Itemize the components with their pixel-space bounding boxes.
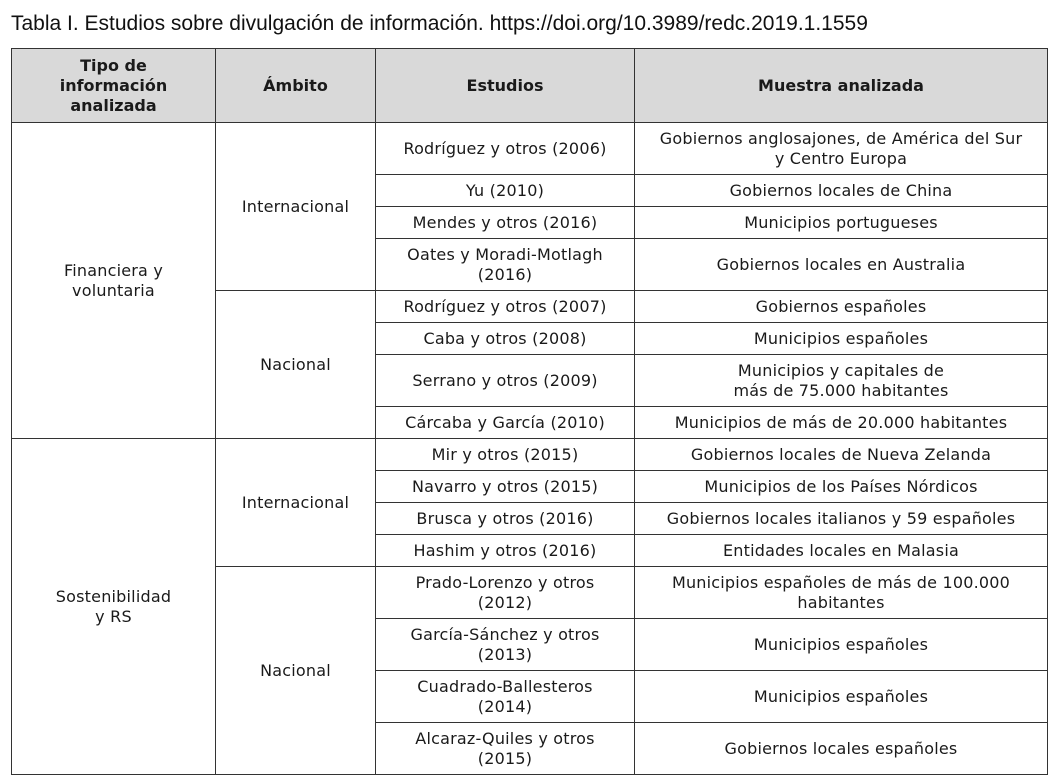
estudio-cell	[376, 207, 635, 239]
header-tipo-line: analizada	[70, 95, 157, 115]
muestra-cell	[635, 175, 1048, 207]
muestra-cell	[635, 291, 1048, 323]
header-tipo-line: información	[59, 75, 168, 95]
tipo-line: Financiera y	[64, 260, 163, 280]
muestra-line: Municipios españoles	[753, 328, 929, 348]
estudio-line: Alcaraz-Quiles y otros	[415, 728, 595, 748]
estudio-cell	[376, 123, 635, 175]
tipo-cell	[12, 439, 216, 775]
muestra-line: Gobiernos locales en Australia	[716, 254, 966, 274]
table-caption: Tabla I. Estudios sobre divulgación de información. https://doi.org/10.3989/redc.2019.1.1559	[11, 12, 868, 35]
tipo-line: Sostenibilidad	[55, 586, 172, 606]
estudio-cell	[376, 239, 635, 291]
estudio-line: Yu (2010)	[465, 180, 545, 200]
muestra-line: Municipios españoles	[753, 634, 929, 654]
muestra-cell	[635, 207, 1048, 239]
estudio-cell	[376, 619, 635, 671]
estudio-cell	[376, 535, 635, 567]
muestra-line: Gobiernos anglosajones, de América del Sur	[659, 128, 1023, 148]
estudio-line: Cárcaba y García (2010)	[405, 412, 605, 432]
estudio-line: (2013)	[477, 644, 533, 664]
muestra-cell	[635, 723, 1048, 775]
muestra-line: y Centro Europa	[774, 148, 908, 168]
estudio-cell	[376, 407, 635, 439]
muestra-line: Municipios de más de 20.000 habitantes	[674, 412, 1008, 432]
estudio-line: Mendes y otros (2016)	[412, 212, 598, 232]
estudio-line: Prado-Lorenzo y otros	[415, 572, 595, 592]
muestra-line: Gobiernos españoles	[755, 296, 927, 316]
estudio-line: Rodríguez y otros (2006)	[403, 138, 607, 158]
muestra-cell	[635, 671, 1048, 723]
header-tipo-line: Tipo de	[80, 55, 147, 75]
muestra-line: Municipios portugueses	[744, 212, 938, 232]
estudio-line: (2014)	[477, 696, 533, 716]
muestra-line: Gobiernos locales españoles	[724, 738, 958, 758]
estudio-cell	[376, 471, 635, 503]
muestra-cell	[635, 567, 1048, 619]
muestra-cell	[635, 471, 1048, 503]
estudio-line: García-Sánchez y otros	[410, 624, 600, 644]
muestra-line: Gobiernos locales de China	[729, 180, 953, 200]
muestra-line: habitantes	[797, 592, 885, 612]
estudio-line: Mir y otros (2015)	[431, 444, 579, 464]
estudio-line: Serrano y otros (2009)	[412, 370, 598, 390]
muestra-line: más de 75.000 habitantes	[733, 380, 949, 400]
estudio-cell	[376, 175, 635, 207]
muestra-cell	[635, 355, 1048, 407]
estudio-cell	[376, 291, 635, 323]
header-estudios: Estudios	[376, 49, 635, 123]
muestra-cell	[635, 407, 1048, 439]
estudio-line: Caba y otros (2008)	[423, 328, 587, 348]
estudio-line: Hashim y otros (2016)	[413, 540, 597, 560]
estudio-line: (2015)	[477, 748, 533, 768]
header-muestra: Muestra analizada	[635, 49, 1048, 123]
estudio-line: Brusca y otros (2016)	[416, 508, 594, 528]
muestra-cell	[635, 323, 1048, 355]
muestra-line: Entidades locales en Malasia	[722, 540, 959, 560]
header-row	[12, 49, 1048, 123]
muestra-line: Municipios de los Países Nórdicos	[704, 476, 978, 496]
muestra-line: Gobiernos locales de Nueva Zelanda	[690, 444, 992, 464]
estudio-cell	[376, 323, 635, 355]
header-ambito: Ámbito	[216, 49, 376, 123]
estudio-cell	[376, 503, 635, 535]
muestra-cell	[635, 439, 1048, 471]
estudio-line: Oates y Moradi-Motlagh	[407, 244, 603, 264]
estudio-line: Rodríguez y otros (2007)	[403, 296, 607, 316]
header-tipo	[12, 49, 216, 123]
muestra-cell	[635, 123, 1048, 175]
tipo-line: y RS	[95, 606, 132, 626]
estudio-cell	[376, 567, 635, 619]
estudio-line: Cuadrado-Ballesteros	[417, 676, 593, 696]
table-row	[12, 439, 1048, 471]
muestra-cell	[635, 503, 1048, 535]
muestra-cell	[635, 535, 1048, 567]
ambito-cell: Nacional	[216, 567, 376, 775]
studies-table	[11, 48, 1048, 775]
muestra-line: Municipios españoles de más de 100.000	[671, 572, 1011, 592]
ambito-cell: Internacional	[216, 439, 376, 567]
ambito-cell: Internacional	[216, 123, 376, 291]
muestra-line: Gobiernos locales italianos y 59 españoles	[666, 508, 1016, 528]
estudio-line: Navarro y otros (2015)	[411, 476, 599, 496]
estudio-cell	[376, 671, 635, 723]
estudio-cell	[376, 723, 635, 775]
muestra-line: Municipios españoles	[753, 686, 929, 706]
ambito-cell: Nacional	[216, 291, 376, 439]
muestra-cell	[635, 619, 1048, 671]
estudio-line: (2016)	[477, 264, 533, 284]
estudio-line: (2012)	[477, 592, 533, 612]
table-row	[12, 123, 1048, 175]
table-body	[12, 123, 1048, 775]
muestra-line: Municipios y capitales de	[737, 360, 945, 380]
tipo-cell	[12, 123, 216, 439]
muestra-cell	[635, 239, 1048, 291]
estudio-cell	[376, 439, 635, 471]
tipo-line: voluntaria	[72, 280, 155, 300]
estudio-cell	[376, 355, 635, 407]
